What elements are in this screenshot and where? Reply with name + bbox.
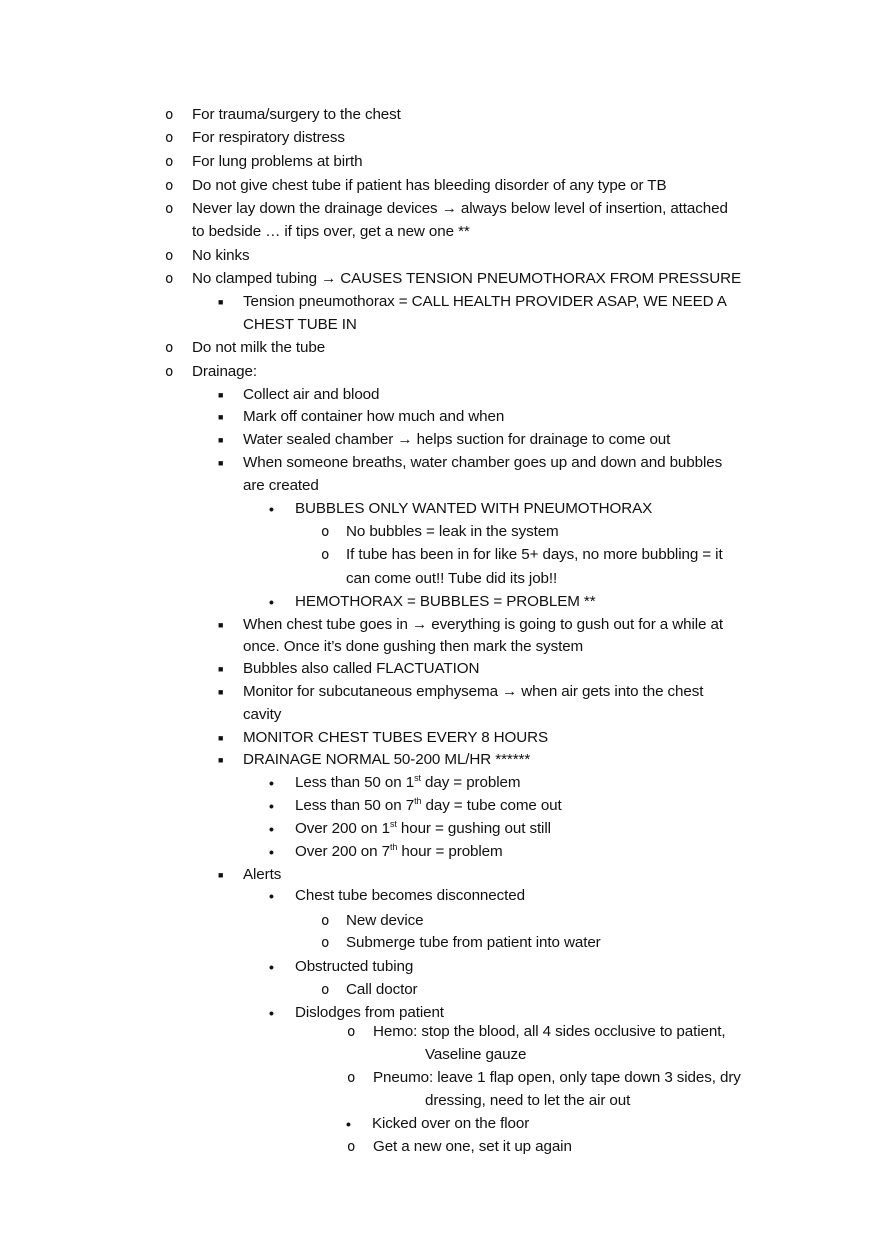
item-text-after: helps suction for drainage to come out — [416, 431, 671, 448]
list-item: Kicked over on the floor — [372, 1115, 530, 1132]
list-item: BUBBLES ONLY WANTED WITH PNEUMOTHORAX — [295, 500, 653, 517]
item-text-after: day = problem — [425, 774, 521, 791]
hollow-circle-bullet-icon: o — [347, 1024, 356, 1040]
list-item — [243, 682, 703, 702]
hollow-circle-bullet-icon: o — [321, 524, 330, 540]
item-text-after: hour = gushing out still — [400, 820, 551, 837]
round-bullet-icon: • — [269, 798, 274, 814]
square-bullet-icon: ■ — [218, 687, 224, 697]
item-text-after: always below level of insertion, attached — [460, 200, 728, 217]
round-bullet-icon: • — [269, 775, 274, 791]
square-bullet-icon: ■ — [218, 870, 224, 880]
round-bullet-icon: • — [269, 959, 274, 975]
list-item: New device — [346, 912, 424, 929]
item-text: Water sealed chamber — [243, 431, 394, 448]
list-item: Pneumo: leave 1 flap open, only tape down 3 sides, dry — [373, 1069, 741, 1086]
list-item: For trauma/surgery to the chest — [192, 106, 401, 123]
list-item: Mark off container how much and when — [243, 408, 505, 425]
item-text-after: when air gets into the chest — [521, 683, 704, 700]
list-item: For lung problems at birth — [192, 153, 363, 170]
round-bullet-icon: • — [269, 594, 274, 610]
square-bullet-icon: ■ — [218, 664, 224, 674]
list-item: Get a new one, set it up again — [373, 1138, 572, 1155]
round-bullet-icon: • — [269, 888, 274, 904]
list-item-continuation: once. Once it’s done gushing then mark the system — [243, 638, 584, 655]
list-item — [295, 842, 503, 862]
hollow-circle-bullet-icon: o — [165, 154, 174, 170]
hollow-circle-bullet-icon: o — [165, 248, 174, 264]
list-item: Dislodges from patient — [295, 1004, 444, 1021]
list-item: Chest tube becomes disconnected — [295, 887, 525, 904]
ordinal-suffix: th — [389, 841, 398, 852]
right-arrow-icon: → — [412, 616, 428, 633]
item-text: Over 200 on 7 — [295, 843, 390, 860]
square-bullet-icon: ■ — [218, 458, 224, 468]
list-item: Alerts — [243, 866, 282, 883]
list-item-continuation: Vaseline gauze — [425, 1046, 527, 1063]
round-bullet-icon: • — [346, 1116, 351, 1132]
right-arrow-icon: → — [502, 683, 518, 700]
list-item: Call doctor — [346, 981, 418, 998]
square-bullet-icon: ■ — [218, 412, 224, 422]
list-item: Bubbles also called FLACTUATION — [243, 660, 480, 677]
hollow-circle-bullet-icon: o — [165, 201, 174, 217]
hollow-circle-bullet-icon: o — [165, 107, 174, 123]
item-text: Over 200 on 1 — [295, 820, 390, 837]
list-item: Do not milk the tube — [192, 339, 326, 356]
list-item-continuation: can come out!! Tube did its job!! — [346, 570, 558, 587]
item-text: No clamped tubing — [192, 270, 317, 287]
hollow-circle-bullet-icon: o — [165, 364, 174, 380]
list-item: HEMOTHORAX = BUBBLES = PROBLEM ** — [295, 593, 596, 610]
item-text: Monitor for subcutaneous emphysema — [243, 683, 498, 700]
ordinal-suffix: th — [414, 795, 422, 806]
square-bullet-icon: ■ — [218, 390, 224, 400]
list-item: Obstructed tubing — [295, 958, 414, 975]
list-item-continuation: to bedside … if tips over, get a new one ** — [192, 223, 470, 240]
square-bullet-icon: ■ — [218, 435, 224, 445]
hollow-circle-bullet-icon: o — [321, 547, 330, 563]
ordinal-suffix: st — [414, 772, 421, 783]
list-item-continuation: are created — [243, 477, 319, 494]
list-item — [243, 430, 670, 450]
list-item — [295, 819, 551, 839]
list-item-continuation: cavity — [243, 706, 282, 723]
square-bullet-icon: ■ — [218, 733, 224, 743]
item-text-after: day = tube come out — [425, 797, 562, 814]
list-item: When someone breaths, water chamber goes up and down and bubbles — [243, 454, 723, 471]
hollow-circle-bullet-icon: o — [165, 130, 174, 146]
item-text: Never lay down the drainage devices — [192, 200, 438, 217]
list-item: DRAINAGE NORMAL 50-200 ML/HR ****** — [243, 751, 531, 768]
list-item: Hemo: stop the blood, all 4 sides occlusive to patient, — [373, 1023, 726, 1040]
right-arrow-icon: → — [397, 431, 413, 448]
round-bullet-icon: • — [269, 1005, 274, 1021]
list-item: Drainage: — [192, 363, 257, 380]
item-text: Less than 50 on 7 — [295, 797, 415, 814]
list-item — [192, 199, 728, 219]
list-item: No kinks — [192, 247, 250, 264]
hollow-circle-bullet-icon: o — [321, 982, 330, 998]
hollow-circle-bullet-icon: o — [347, 1139, 356, 1155]
round-bullet-icon: • — [269, 501, 274, 517]
square-bullet-icon: ■ — [218, 620, 224, 630]
list-item — [295, 796, 562, 816]
hollow-circle-bullet-icon: o — [321, 913, 330, 929]
hollow-circle-bullet-icon: o — [165, 340, 174, 356]
hollow-circle-bullet-icon: o — [347, 1070, 356, 1086]
square-bullet-icon: ■ — [218, 755, 224, 765]
right-arrow-icon: → — [441, 200, 457, 217]
list-item-continuation: dressing, need to let the air out — [425, 1092, 631, 1109]
list-item: If tube has been in for like 5+ days, no more bubbling = it — [346, 546, 723, 563]
hollow-circle-bullet-icon: o — [165, 178, 174, 194]
round-bullet-icon: • — [269, 844, 274, 860]
list-item — [192, 269, 741, 289]
hollow-circle-bullet-icon: o — [165, 271, 174, 287]
right-arrow-icon: → — [321, 270, 337, 287]
list-item: Tension pneumothorax = CALL HEALTH PROVIDER ASAP, WE NEED A — [243, 293, 727, 310]
item-text: Less than 50 on 1 — [295, 774, 415, 791]
list-item: Submerge tube from patient into water — [346, 934, 601, 951]
list-item-continuation: CHEST TUBE IN — [243, 316, 357, 333]
square-bullet-icon: ■ — [218, 297, 224, 307]
list-item: Collect air and blood — [243, 386, 380, 403]
list-item: MONITOR CHEST TUBES EVERY 8 HOURS — [243, 729, 549, 746]
round-bullet-icon: • — [269, 821, 274, 837]
list-item — [243, 615, 723, 635]
hollow-circle-bullet-icon: o — [321, 935, 330, 951]
list-item: No bubbles = leak in the system — [346, 523, 559, 540]
list-item: For respiratory distress — [192, 129, 345, 146]
item-text-after: hour = problem — [401, 843, 503, 860]
item-text-after: CAUSES TENSION PNEUMOTHORAX FROM PRESSURE — [340, 270, 741, 287]
list-item: Do not give chest tube if patient has bleeding disorder of any type or TB — [192, 177, 667, 194]
item-text: When chest tube goes in — [243, 616, 408, 633]
list-item — [295, 773, 520, 793]
ordinal-suffix: st — [389, 818, 397, 829]
item-text-after: everything is going to gush out for a while at — [431, 616, 723, 633]
